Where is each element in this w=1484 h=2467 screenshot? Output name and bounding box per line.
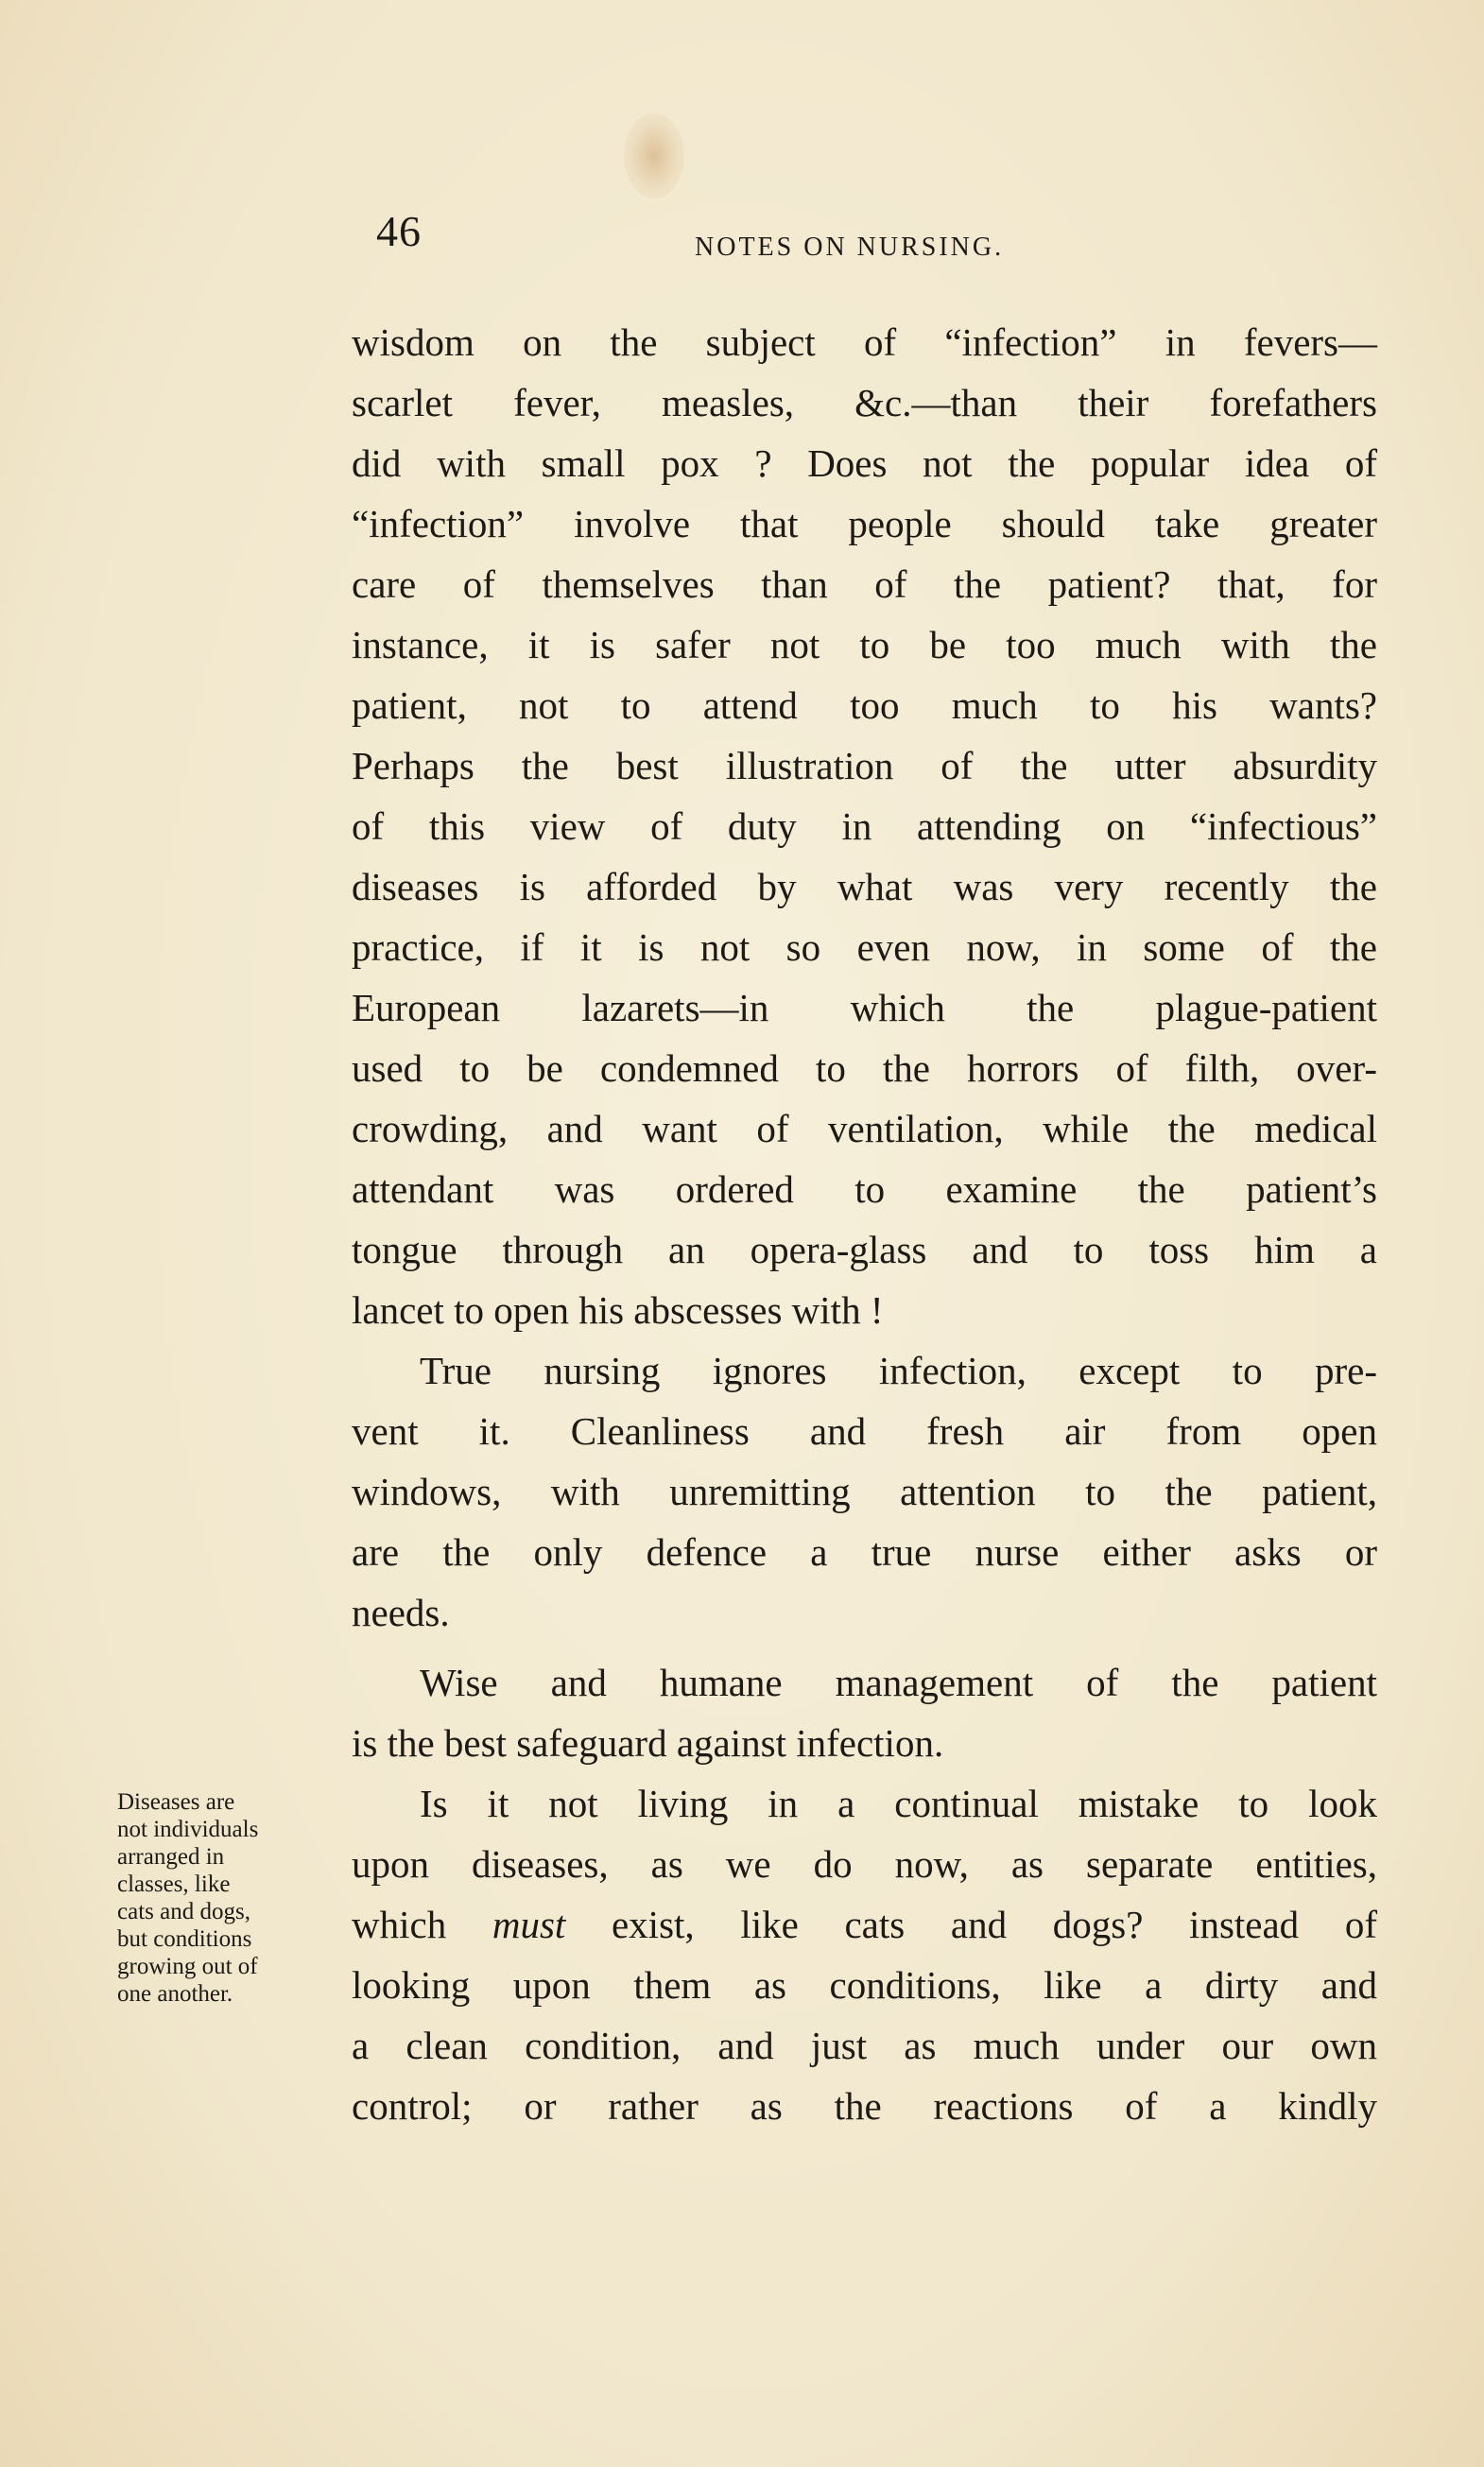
text-line: did with small pox ? Does not the popular idea of [352, 441, 1377, 485]
page-number: 46 [376, 207, 422, 255]
text-line: crowding, and want of ventilation, while the medical [352, 1107, 1377, 1150]
text-line: “infection” involve that people should take greater [352, 502, 1377, 545]
text-line: scarlet fever, measles, &c.—than their forefathers [352, 381, 1377, 424]
text-line [352, 1894, 1377, 1955]
marginal-note-line: Diseases are [117, 1789, 235, 1815]
text-line: tongue through an opera-glass and to toss him a [352, 1228, 1377, 1271]
text-line: Wise and humane management of the patient [420, 1661, 1377, 1704]
text-line: True nursing ignores infection, except to pre- [420, 1349, 1377, 1392]
text-line: European lazarets—in which the plague-patient [352, 986, 1377, 1029]
text-line: Is it not living in a continual mistake to look [420, 1782, 1377, 1825]
paragraph-4 [352, 1773, 1377, 2136]
text-line: looking upon them as conditions, like a dirty and [352, 1963, 1377, 2007]
text-fragment: which [352, 1903, 492, 1946]
marginal-note-line: cats and dogs, [117, 1899, 250, 1924]
text-line: control; or rather as the reactions of a kindly [352, 2084, 1377, 2128]
text-line: attendant was ordered to examine the patient’s [352, 1167, 1377, 1211]
text-line: upon diseases, as we do now, as separate entities, [352, 1842, 1377, 1886]
text-line: wisdom on the subject of “infection” in fevers— [352, 320, 1377, 364]
paragraph-2 [352, 1340, 1377, 1643]
marginal-note-line: classes, like [117, 1872, 231, 1897]
text-line: used to be condemned to the horrors of filth, over- [352, 1046, 1377, 1090]
paragraph-1 [352, 312, 1377, 1340]
text-line: care of themselves than of the patient? that, for [352, 562, 1377, 606]
text-line: diseases is afforded by what was very recently the [352, 865, 1377, 908]
marginal-note-line: growing out of [117, 1954, 258, 1979]
text-line: vent it. Cleanliness and fresh air from open [352, 1409, 1377, 1453]
marginal-note [117, 1788, 335, 2008]
marginal-note-line: arranged in [117, 1844, 225, 1870]
text-line: practice, if it is not so even now, in some of the [352, 925, 1377, 969]
text-line: is the best safeguard against infection. [352, 1721, 944, 1765]
text-line: needs. [352, 1591, 450, 1634]
text-line: instance, it is safer not to be too much with the [352, 623, 1377, 666]
text-line: lancet to open his abscesses with ! [352, 1288, 884, 1332]
text-line: are the only defence a true nurse either asks or [352, 1530, 1377, 1574]
text-line: windows, with unremitting attention to the patient, [352, 1470, 1377, 1513]
emphasis-must: must [492, 1903, 566, 1946]
marginal-note-line: not individuals [117, 1817, 259, 1842]
marginal-note-line: but conditions [117, 1926, 252, 1952]
paper-stain [624, 113, 684, 198]
running-head: NOTES ON NURSING. [695, 233, 1005, 262]
text-line: patient, not to attend too much to his wants? [352, 683, 1377, 727]
text-line: a clean condition, and just as much under our own [352, 2024, 1377, 2067]
marginal-note-line: one another. [117, 1981, 233, 2007]
text-fragment: exist, like cats and dogs? instead of [565, 1903, 1377, 1946]
body-text [352, 312, 1377, 2136]
text-line: Perhaps the best illustration of the utter absurdity [352, 744, 1377, 787]
paragraph-3 [352, 1652, 1377, 1773]
text-line: of this view of duty in attending on “infectious” [352, 804, 1377, 848]
